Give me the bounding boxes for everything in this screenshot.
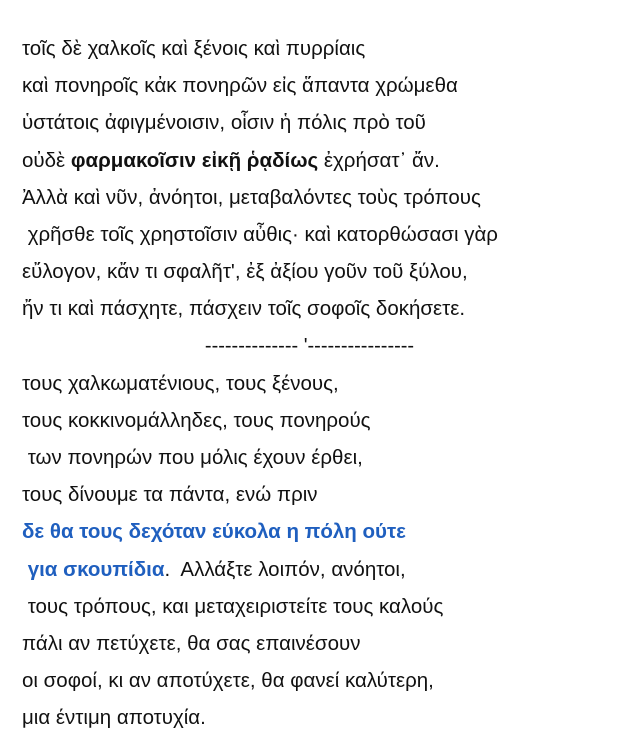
- modern-line-5-highlight: δε θα τους δεχόταν εύκολα η πόλη ούτε: [22, 520, 406, 544]
- ancient-line-4-pre: οὐδὲ: [22, 148, 71, 172]
- ancient-line-8: ἤν τι καὶ πάσχητε, πάσχειν τοῖς σοφοῖς δοκήσετε.: [22, 297, 466, 321]
- modern-line-2: τους κοκκινομάλληδες, τους πονηρούς: [22, 408, 371, 432]
- ancient-line-4-emphasis: φαρμακοῖσιν εἰκῇ ῥᾳδίως: [70, 148, 319, 172]
- modern-line-10: μια έντιμη αποτυχία.: [22, 706, 206, 730]
- ancient-line-5: Ἀλλὰ καὶ νῦν, ἀνόητοι, μεταβαλόντες τοὺς τρόπους: [22, 185, 481, 209]
- modern-line-8: πάλι αν πετύχετε, θα σας επαινέσουν: [22, 632, 361, 655]
- ancient-line-3: ὑστάτοις ἀφιγμένοισιν, οἷσιν ἡ πόλις πρὸ τοῦ: [22, 111, 426, 135]
- ancient-line-6: χρῆσθε τοῖς χρηστοῖσιν αὖθις· καὶ κατορθώσασι γὰρ: [22, 222, 498, 246]
- modern-line-9: οι σοφοί, κι αν αποτύχετε, θα φανεί καλύτερη,: [22, 669, 434, 693]
- modern-line-6: [22, 551, 619, 588]
- ancient-line-1: τοῖς δὲ χαλκοῖς καὶ ξένοις καὶ πυρρίαις: [22, 37, 366, 60]
- modern-line-7: τους τρόπους, και μεταχειριστείτε τους καλούς: [22, 594, 444, 618]
- ancient-line-4: [22, 142, 619, 179]
- ancient-line-7: εὔλογον, κἄν τι σφαλῆτ', ἐξ ἀξίου γοῦν τοῦ ξύλου,: [22, 260, 468, 284]
- modern-line-4: τους δίνουμε τα πάντα, ενώ πριν: [22, 483, 318, 507]
- modern-line-6-highlight: για σκουπίδια: [22, 557, 165, 581]
- ancient-line-2: καὶ πονηροῖς κἀκ πονηρῶν εἰς ἅπαντα χρώμεθα: [22, 74, 458, 98]
- modern-line-1: τους χαλκωματένιους, τους ξένους,: [22, 371, 339, 395]
- modern-line-6-post: . Αλλάξτε λοιπόν, ανόητοι,: [164, 557, 406, 581]
- section-divider: -------------- '----------------: [204, 334, 415, 357]
- modern-line-3: των πονηρών που μόλις έχουν έρθει,: [22, 446, 363, 470]
- ancient-line-4-post: ἐχρήσατ᾽ ἄν.: [318, 148, 440, 172]
